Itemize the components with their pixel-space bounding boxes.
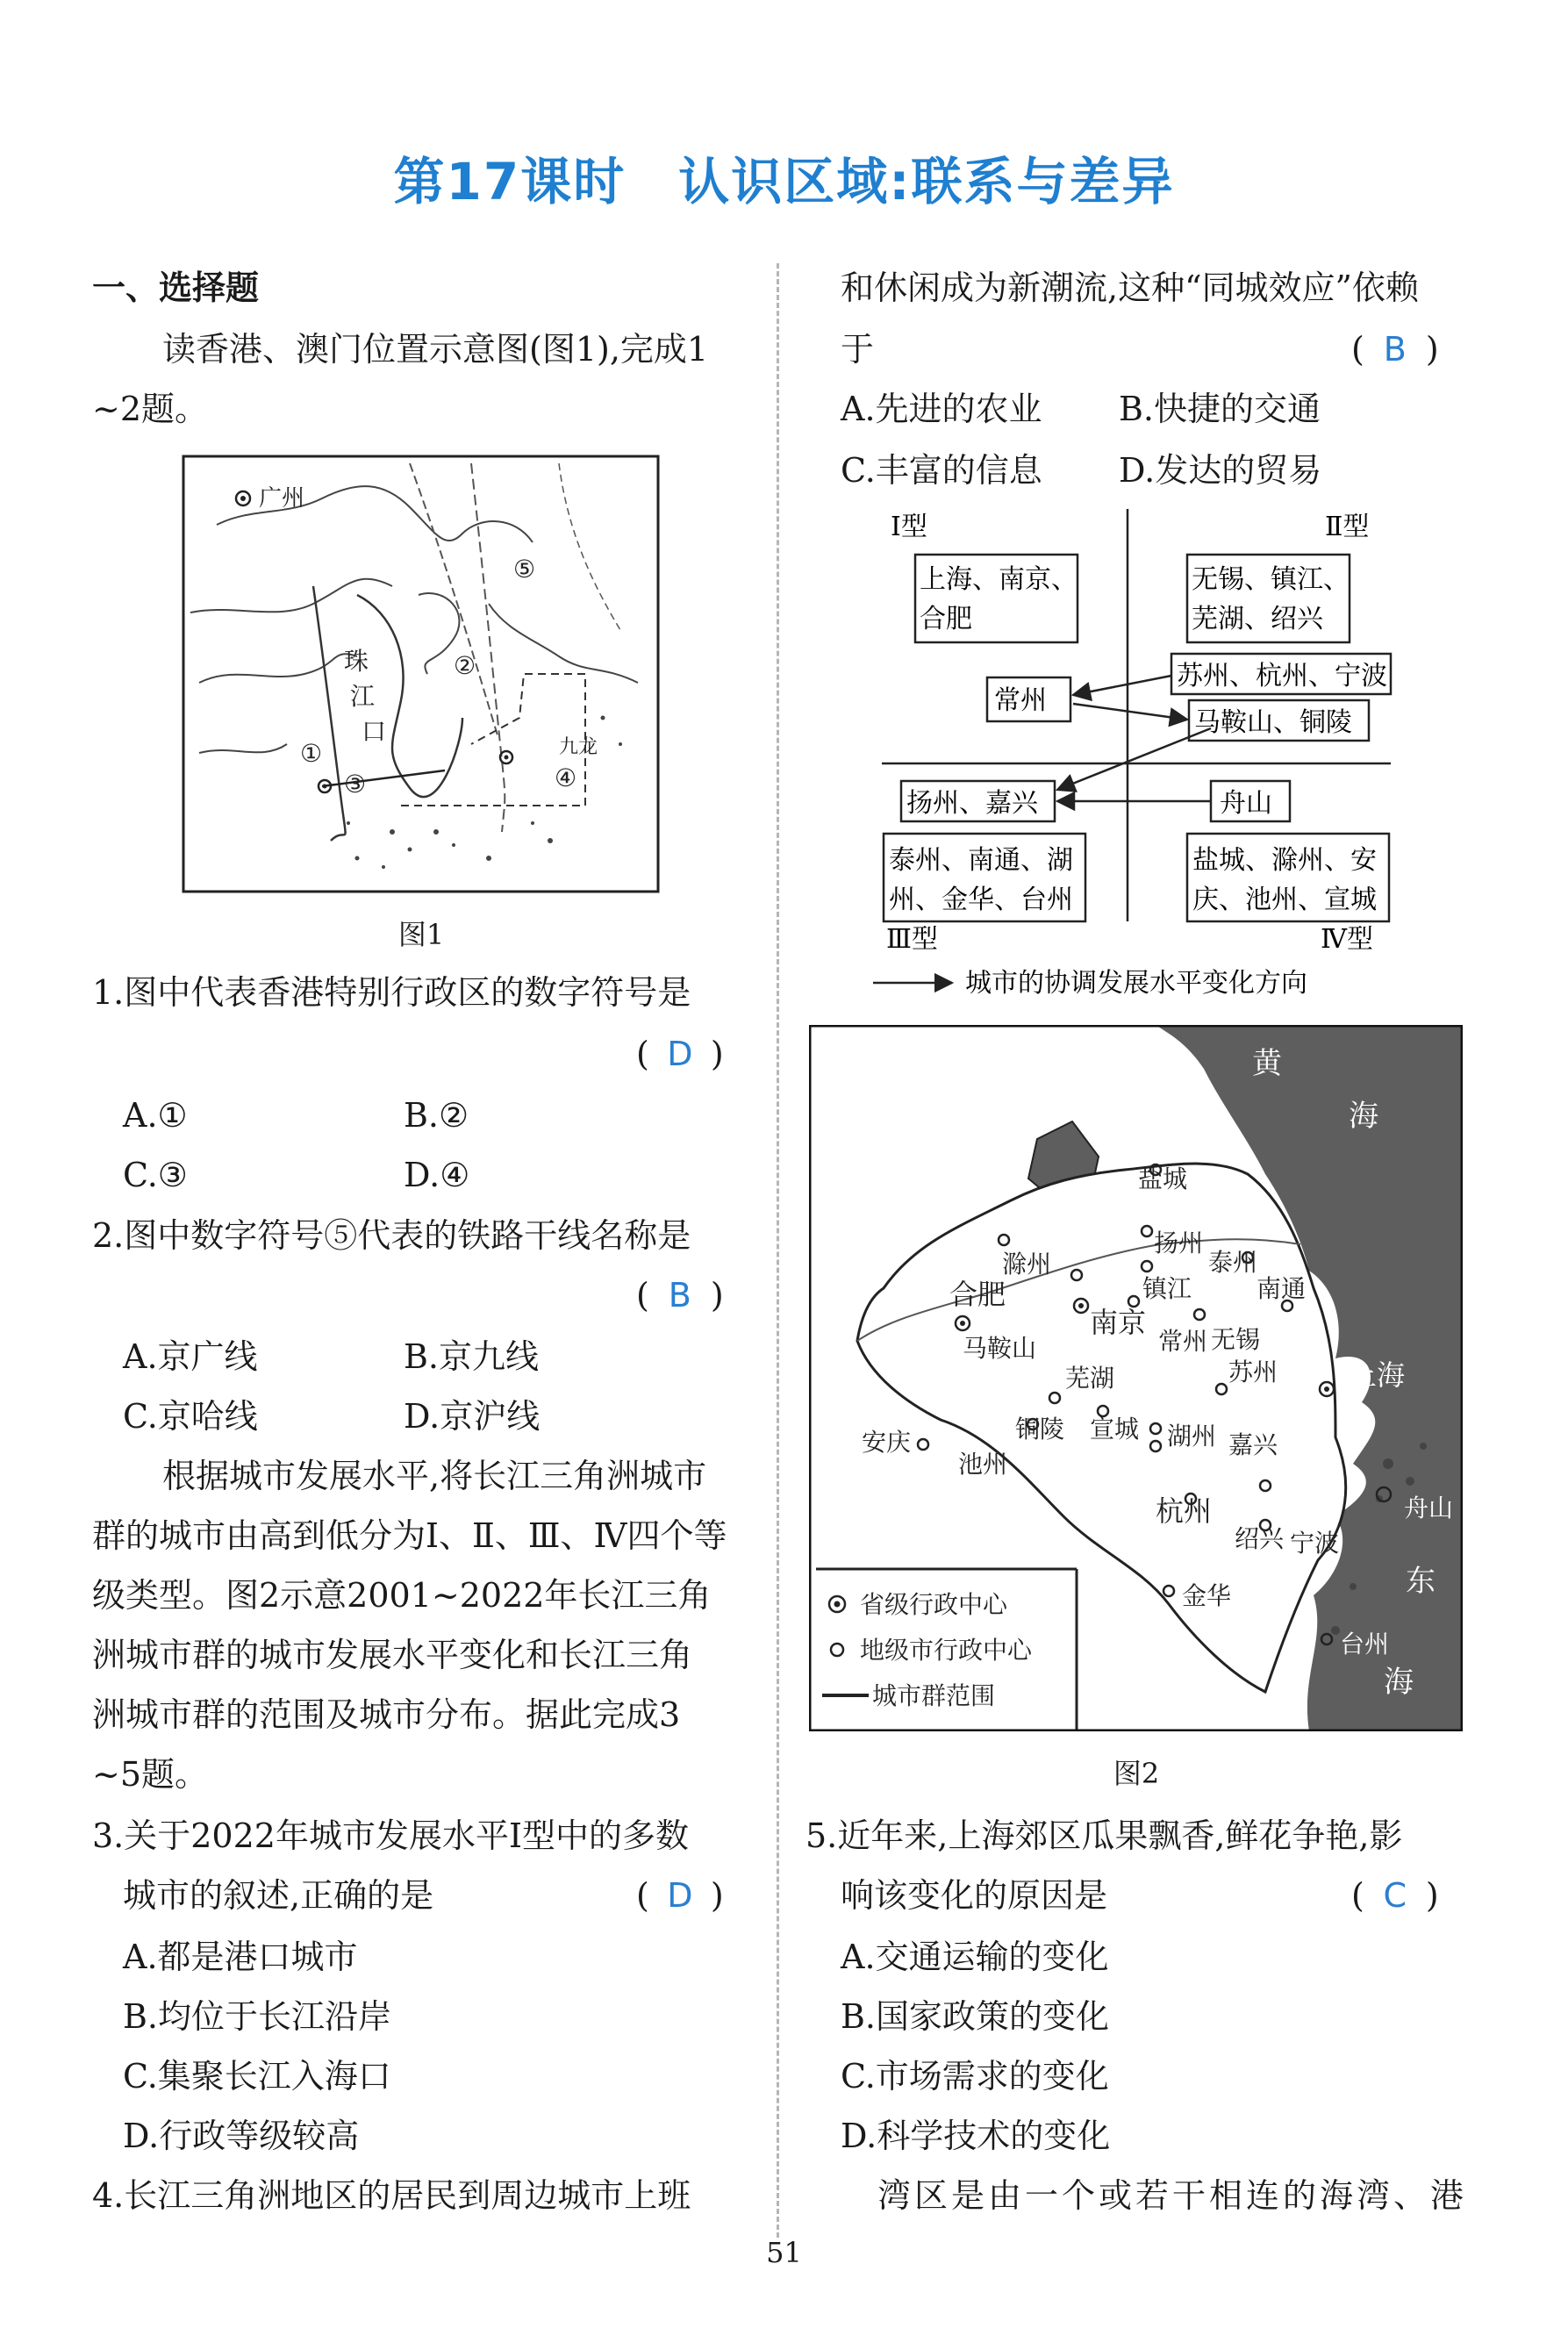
label-n5: ⑤	[513, 555, 536, 584]
box-szhz: 苏州、杭州、宁波	[1177, 661, 1387, 691]
figure2-map	[809, 1025, 1463, 1731]
city-yancheng: 盐城	[1138, 1164, 1188, 1193]
city-shanghai: 上海	[1349, 1358, 1406, 1392]
city-xuancheng: 宣城	[1090, 1415, 1140, 1444]
city-anqing: 安庆	[862, 1428, 912, 1457]
city-taizhou-zj: 台州	[1340, 1630, 1390, 1659]
page-title: 第17课时 认识区域:联系与差异	[393, 152, 1175, 211]
intro2-line2: 群的城市由高到低分为Ⅰ、Ⅱ、Ⅲ、Ⅳ四个等	[92, 1516, 727, 1555]
q2-answer: B	[668, 1276, 691, 1315]
label-jiang: 江	[350, 682, 376, 711]
q4-option-a: A.先进的农业	[841, 390, 1042, 428]
label-n1: ①	[300, 739, 323, 768]
label-n4: ④	[555, 763, 577, 792]
q5-option-a: A.交通运输的变化	[841, 1938, 1109, 1976]
q2-answer-box: ( B )	[636, 1272, 724, 1318]
box-yzjx: 扬州、嘉兴	[906, 788, 1038, 819]
label-guangzhou: 广州	[259, 485, 305, 512]
q3-stem-line1: 3.关于2022年城市发展水平Ⅰ型中的多数	[92, 1816, 689, 1855]
q5-answer: C	[1383, 1876, 1407, 1915]
q3-stem-line2: 城市的叙述,正确的是	[123, 1876, 434, 1915]
q5-answer-box: ( C )	[1351, 1873, 1439, 1918]
q5-option-d: D.科学技术的变化	[841, 2117, 1111, 2155]
q3-option-a: A.都是港口城市	[123, 1938, 358, 1976]
city-nanjing: 南京	[1090, 1306, 1147, 1339]
city-shaoxing: 绍兴	[1235, 1524, 1285, 1553]
q2-option-c: C.京哈线	[123, 1397, 258, 1436]
q3-answer: D	[667, 1876, 693, 1915]
q2-option-b: B.京九线	[404, 1337, 540, 1376]
box-type3-line1: 泰州、南通、湖	[889, 845, 1073, 876]
map2-legend-range: 城市群范围	[872, 1681, 996, 1710]
city-ningbo: 宁波	[1290, 1529, 1340, 1558]
label-n2: ②	[454, 651, 476, 680]
q4-option-d: D.发达的贸易	[1119, 451, 1322, 490]
map2-legend-province: 省级行政中心	[860, 1590, 1008, 1619]
q4-option-b: B.快捷的交通	[1119, 390, 1321, 428]
city-tongling: 铜陵	[1015, 1415, 1065, 1444]
figure1-caption: 图1	[397, 918, 445, 951]
box-type4-line2: 庆、池州、宣城	[1192, 885, 1377, 915]
sea-label-hai2: 海	[1384, 1665, 1414, 1700]
bay-intro: 湾区是由一个或若干相连的海湾、港	[877, 2176, 1468, 2215]
q5-stem-line1: 5.近年来,上海郊区瓜果飘香,鲜花争艳,影	[805, 1816, 1403, 1855]
box-type4-line1: 盐城、滁州、安	[1192, 845, 1377, 876]
q3-option-d: D.行政等级较高	[123, 2117, 360, 2155]
city-yangzhou: 扬州	[1154, 1229, 1204, 1257]
city-huzhou: 湖州	[1167, 1422, 1217, 1451]
intro2-line4: 洲城市群的城市发展水平变化和长江三角	[92, 1636, 693, 1674]
city-hangzhou: 杭州	[1156, 1494, 1213, 1528]
q2-stem: 2.图中数字符号⑤代表的铁路干线名称是	[92, 1216, 691, 1255]
label-kou: 口	[362, 717, 387, 746]
q2-option-a: A.京广线	[123, 1337, 258, 1376]
intro2-line5: 洲城市群的范围及城市分布。据此完成3	[92, 1695, 681, 1734]
city-maanshan: 马鞍山	[963, 1334, 1037, 1363]
q1-stem: 1.图中代表香港特别行政区的数字符号是	[92, 973, 691, 1012]
q4-answer-box: ( B )	[1351, 326, 1439, 372]
box-type2-line2: 芜湖、绍兴	[1192, 604, 1323, 634]
city-chizhou: 池州	[958, 1450, 1008, 1479]
city-jinhua: 金华	[1182, 1581, 1232, 1610]
box-type3-line2: 州、金华、台州	[889, 885, 1073, 915]
city-zhoushan: 舟山	[1404, 1494, 1454, 1522]
city-hefei: 合肥	[949, 1278, 1006, 1311]
sea-label-hai1: 海	[1349, 1099, 1378, 1134]
city-nantong: 南通	[1257, 1274, 1307, 1303]
box-type1-line1: 上海、南京、	[920, 564, 1078, 595]
q4-stem-line2: 和休闲成为新潮流,这种“同城效应”依赖	[841, 269, 1419, 307]
box-type1-line2: 合肥	[920, 604, 972, 634]
type4-label: Ⅳ型	[1321, 924, 1373, 955]
q1-option-c: C.③	[123, 1156, 188, 1194]
intro2-line6: ~5题。	[92, 1755, 209, 1794]
sea-label-dong: 东	[1406, 1564, 1436, 1599]
intro2-line1: 根据城市发展水平,将长江三角洲城市	[162, 1457, 707, 1495]
label-zhu: 珠	[344, 647, 369, 676]
intro1-line1: 读香港、澳门位置示意图(图1),完成1	[162, 330, 709, 369]
box-zhoushan: 舟山	[1220, 788, 1272, 819]
city-suzhou: 苏州	[1228, 1358, 1278, 1386]
box-changzhou: 常州	[994, 685, 1047, 716]
page-number: 51	[766, 2236, 802, 2269]
q1-option-d: D.④	[404, 1156, 470, 1194]
city-wuxi: 无锡	[1211, 1325, 1261, 1354]
q3-option-c: C.集聚长江入海口	[123, 2057, 391, 2096]
intro1-line2: ~2题。	[92, 390, 209, 428]
q1-option-b: B.②	[404, 1096, 469, 1135]
figure2-caption: 图2	[1113, 1757, 1160, 1790]
q2-option-d: D.京沪线	[404, 1397, 541, 1436]
column-divider	[777, 263, 779, 2238]
city-zhenjiang: 镇江	[1142, 1274, 1192, 1303]
city-taizhou-js: 泰州	[1208, 1248, 1258, 1277]
box-type2-line1: 无锡、镇江、	[1192, 564, 1350, 595]
q4-option-c: C.丰富的信息	[841, 451, 1042, 490]
city-type-diagram	[864, 509, 1408, 1009]
type2-label: Ⅱ型	[1325, 512, 1370, 542]
label-jiulong: 九龙	[559, 736, 598, 758]
type1-label: Ⅰ型	[891, 512, 927, 542]
q4-stem-line3: 于	[841, 330, 875, 369]
q5-option-b: B.国家政策的变化	[841, 1997, 1110, 2036]
box-mas: 马鞍山、铜陵	[1194, 707, 1352, 738]
city-jiaxing: 嘉兴	[1228, 1430, 1278, 1459]
q5-option-c: C.市场需求的变化	[841, 2057, 1109, 2096]
type3-label: Ⅲ型	[886, 924, 938, 955]
diagram-legend: 城市的协调发展水平变化方向	[965, 968, 1307, 999]
q3-answer-box: ( D )	[636, 1873, 724, 1918]
city-changzhou: 常州	[1158, 1327, 1208, 1356]
q1-option-a: A.①	[123, 1096, 188, 1135]
map2-legend-prefecture: 地级市行政中心	[860, 1636, 1033, 1665]
city-chuzhou: 滁州	[1002, 1250, 1052, 1279]
section-heading: 一、选择题	[92, 269, 260, 307]
q1-answer: D	[667, 1035, 693, 1073]
label-n3: ③	[344, 770, 367, 799]
q4-stem-line1: 4.长江三角洲地区的居民到周边城市上班	[92, 2176, 691, 2215]
city-wuhu: 芜湖	[1065, 1364, 1115, 1393]
q4-answer: B	[1383, 330, 1407, 369]
figure1-map	[182, 455, 660, 893]
q3-option-b: B.均位于长江沿岸	[123, 1997, 392, 2036]
intro2-line3: 级类型。图2示意2001~2022年长江三角	[92, 1576, 712, 1615]
q5-stem-line2: 响该变化的原因是	[841, 1876, 1108, 1915]
sea-label-huang: 黄	[1252, 1046, 1282, 1081]
q1-answer-box: ( D )	[636, 1031, 724, 1077]
